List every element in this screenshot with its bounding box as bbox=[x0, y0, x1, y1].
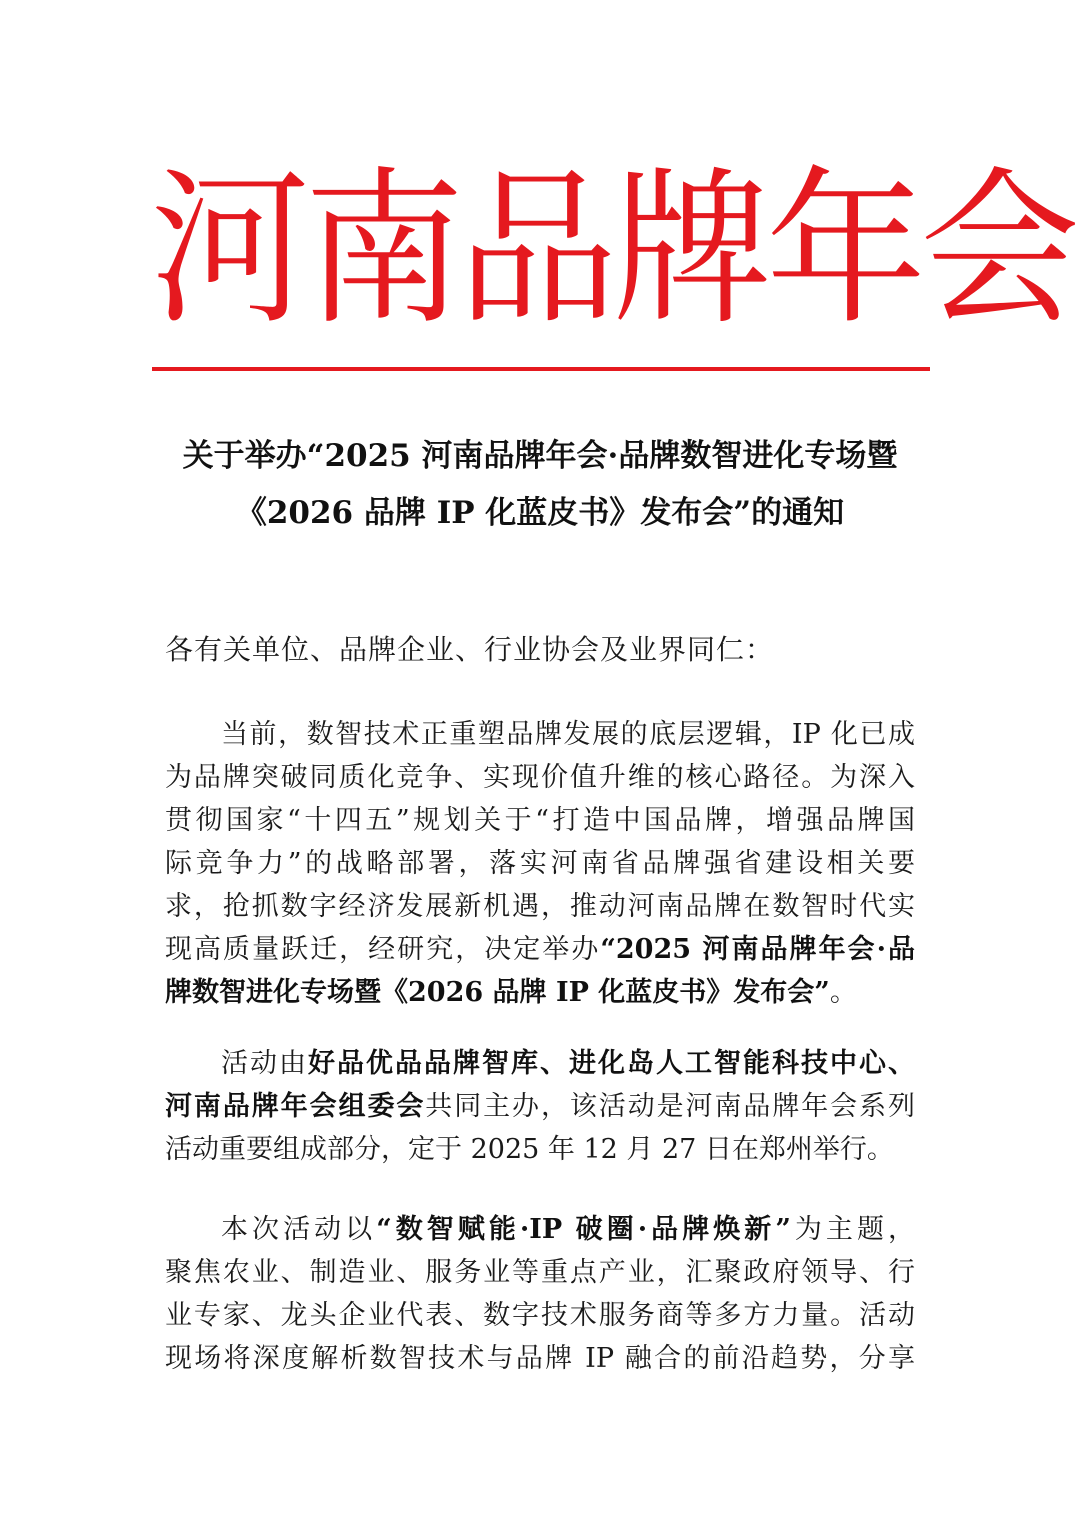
paragraph-text: 本次活动以 bbox=[221, 1214, 377, 1245]
paragraph-line: 聚焦农业、制造业、服务业等重点产业，汇聚政府领导、行 bbox=[165, 1257, 915, 1288]
paragraph-line: 现场将深度解析数智技术与品牌 IP 融合的前沿趋势，分享 bbox=[165, 1343, 915, 1374]
paragraph-line: 贯彻国家“十四五”规划关于“打造中国品牌，增强品牌国 bbox=[165, 805, 915, 836]
document-title bbox=[150, 428, 930, 542]
paragraph-line bbox=[165, 928, 915, 971]
document-title-line-1: 关于举办“2025 河南品牌年会·品牌数智进化专场暨 bbox=[182, 438, 898, 474]
red-divider-rule bbox=[152, 367, 930, 371]
paragraph-line: 际竞争力”的战略部署，落实河南省品牌强省建设相关要 bbox=[165, 848, 915, 879]
event-name-bold: “2025 河南品牌年会·品 bbox=[600, 934, 915, 965]
paragraph-organizers bbox=[165, 1042, 915, 1171]
paragraph-line bbox=[165, 971, 915, 1014]
paragraph-line bbox=[165, 1208, 915, 1251]
paragraph-line: 求，抢抓数字经济发展新机遇，推动河南品牌在数智时代实 bbox=[165, 891, 915, 922]
paragraph-line bbox=[165, 1085, 915, 1128]
paragraph-text: 。 bbox=[829, 977, 857, 1008]
masthead-title: 河南品牌年会 bbox=[150, 151, 1075, 348]
paragraph-line bbox=[165, 1042, 915, 1085]
paragraph-line: 为品牌突破同质化竞争、实现价值升维的核心路径。为深入 bbox=[165, 762, 915, 793]
paragraph-text: 为主题， bbox=[790, 1214, 916, 1245]
salutation: 各有关单位、品牌企业、行业协会及业界同仁： bbox=[165, 633, 775, 666]
paragraph-text: 现高质量跃迁，经研究，决定举办 bbox=[165, 934, 601, 965]
paragraph-background bbox=[165, 713, 915, 1014]
paragraph-text: 共同主办，该活动是河南品牌年会系列 bbox=[425, 1091, 916, 1122]
paragraph-line: 业专家、龙头企业代表、数字技术服务商等多方力量。活动 bbox=[165, 1300, 915, 1331]
organizers-bold: 好品优品品牌智库、进化岛人工智能科技中心、 bbox=[308, 1048, 915, 1079]
document-title-line-2: 《2026 品牌 IP 化蓝皮书》发布会”的通知 bbox=[235, 495, 845, 531]
theme-bold: “数智赋能·IP 破圈·品牌焕新” bbox=[376, 1214, 791, 1245]
organizers-bold: 河南品牌年会组委会 bbox=[165, 1091, 426, 1122]
paragraph-line: 当前，数智技术正重塑品牌发展的底层逻辑，IP 化已成 bbox=[221, 719, 915, 750]
paragraph-line: 活动重要组成部分，定于 2025 年 12 月 27 日在郑州举行。 bbox=[165, 1134, 894, 1165]
event-name-bold: 牌数智进化专场暨《2026 品牌 IP 化蓝皮书》发布会” bbox=[165, 977, 830, 1008]
paragraph-text: 活动由 bbox=[221, 1048, 308, 1079]
paragraph-theme bbox=[165, 1208, 915, 1380]
